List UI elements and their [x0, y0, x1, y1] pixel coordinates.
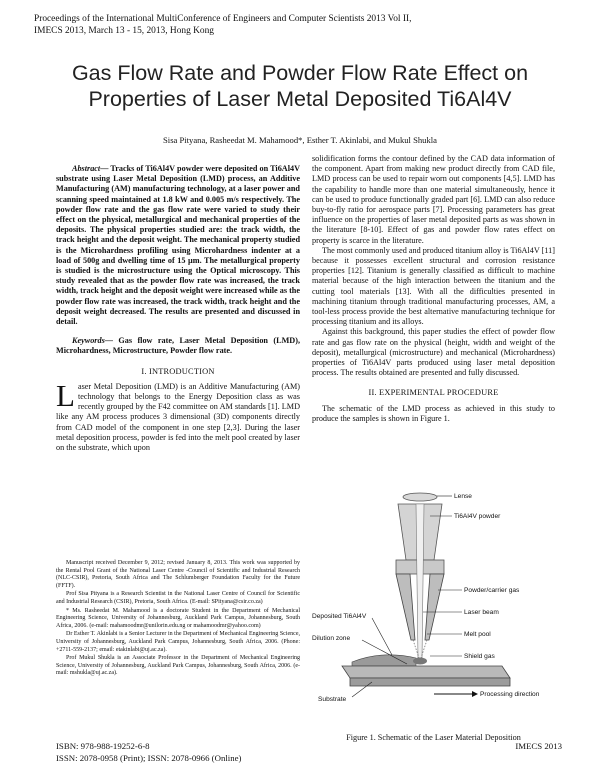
title-line-1: Gas Flow Rate and Powder Flow Rate Effect on — [71, 61, 529, 85]
body-paragraph-2: The most commonly used and produced titanium alloy is Ti6Al4V [11] because it possesses excellent structural and corrosion resistance properties [12]. Titanium is generally classified as difficult to machine material because of the high interaction between the titanium and the cutting tool materials [13]. With all the difficulties presented in machining titanium through traditional manufacturing processes, AM, a tool-less process provide the best alternative manufacturing technique for processing titanium and its alloys. — [312, 245, 555, 327]
nozzle-tip-left — [396, 574, 415, 640]
keywords — [56, 336, 300, 356]
intro-paragraph-text: aser Metal Deposition (LMD) is an Additive Manufacturing (AM) technology that belongs to the Energy Deposition class as was recently grouped by the F42 committee on AM standards [1]. LMD like any AM process produces 3 dimensional (3D) components directly from CAD model of the component in one step [2,3]. During the laser metal deposition process, powder is fed into the melt pool created by laser on the substrate, which upon — [56, 381, 300, 453]
footnote-author-2: * Ms. Rasheedat M. Mahamood is a doctorate Student in the Department of Mechanical Engineering Science, University of Johannesburg, Auckland Park Campus, Johannesburg, South Africa, 2006. (e-mail: mahamoodmr@unilorin.edu.ng or mahamoodmr@yahoo.com) — [56, 607, 300, 629]
direction-arrow-head — [472, 691, 478, 697]
substrate-side — [350, 678, 510, 686]
figure-caption: Figure 1. Schematic of the Laser Material Deposition — [346, 733, 521, 742]
label-substrate: Substrate — [318, 696, 347, 703]
footnote-author-1: Prof Sisa Pityana is a Research Scientist in the National Laser Centre of Council for Scientific and Industrial Research (CSIR), Pretoria, South Africa. (E-mail: SPityana@csir.co.za) — [56, 591, 300, 605]
laser-beam-shape — [416, 504, 424, 658]
keywords-lead: Keywords — [72, 336, 105, 346]
label-melt-pool: Melt pool — [464, 631, 491, 638]
lmd-schematic — [312, 490, 555, 720]
body-paragraph-3: Against this background, this paper studies the effect of powder flow rate and gas flow rate on the physical (height, width and weight of the deposit), metallurgical (microstructure) and mechanical (Microhardness) properties of Ti6Al4V parts produced using laser metal deposition process. The results obtained are presented and fully discussed. — [312, 327, 555, 378]
lens-shape — [403, 493, 437, 501]
deposited-track-shape — [352, 655, 416, 666]
abstract-text: — Tracks of Ti6Al4V powder were deposited on Ti6Al4V substrate using Laser Metal Deposition (LMD) process, an Additive Manufacturing (AM) manufacturing technology, at a laser power and scanning speed maintained at 1.8 kW and 0.005 m/s respectively. The powder flow rate and the gas flow rate were varied to study their effect on the physical, metallurgical and mechanical properties of the deposits. The physical properties studied are: the track width, the track height and the deposit weight. The mechanical property studied is the Microhardness profiling using Microhardness indenter at a load of 500g and dwelling time of 15 µm. The metallurgical property is studied is the microstructure using the Optical microscopy. This study revealed that as the powder flow rate was increased, the track width, track height and the deposit weight were increased while as the powder flow rate was increased, the track width, track height and the deposit weight decreased. The results are presented and discussed in detail. — [56, 164, 300, 327]
body-paragraph-4: The schematic of the LMD process as achieved in this study to produce the samples is shown in Figure 1. — [312, 403, 555, 423]
header-line-2: IMECS 2013, March 13 - 15, 2013, Hong Kong — [34, 26, 214, 37]
paper-title — [60, 60, 540, 112]
label-dilution-zone: Dilution zone — [312, 635, 351, 642]
header-line-1: Proceedings of the International MultiConference of Engineers and Computer Scientists 2013 Vol II, — [34, 14, 412, 24]
right-column — [312, 154, 555, 424]
author-list: Sisa Pityana, Rasheedat M. Mahamood*, Esther T. Akinlabi, and Mukul Shukla — [163, 135, 437, 145]
drop-cap: L — [56, 377, 75, 413]
melt-pool-shape — [413, 658, 427, 665]
footnotes — [56, 560, 300, 679]
label-powder: Ti6Al4V powder — [454, 513, 501, 520]
left-column — [56, 164, 300, 453]
running-header — [34, 13, 474, 38]
body-paragraph-1: solidification forms the contour defined by the CAD data information of the component. Apart from making new product directly from CAD file, LMD process can be used to repair worn out components [4,5]. LMD has the capability to handle more than one material simultaneously, hence it can be used to produce functionally graded part [6]. LMD can also reduce buy-to-fly ratio for aerospace parts [7]. Processing parameters has great influence on the properties of laser metal deposited parts as was shown in the literature [8-10]. Effect of gas and powder flow rates effect on property is scarce in the literature. — [312, 154, 555, 245]
label-lens: Lense — [454, 493, 472, 500]
footer-isbn: ISBN: 978-988-19252-6-8 — [56, 741, 150, 751]
label-laser-beam: Laser beam — [464, 609, 499, 616]
footnote-funding: Manuscript received December 9, 2012; revised January 8, 2013. This work was supported by the Rental Pool Grant of the National Laser Centre -Council of Scientific and Industrial Research (NLC-CSIR), Pretoria, South Africa and The Schlumberger Foundation Faculty for the Future (FFTF). — [56, 560, 300, 589]
abstract-lead: Abstract — [72, 164, 101, 173]
abstract — [56, 164, 300, 327]
footnote-author-4: Prof Mukul Shukla is an Associate Professor in the Department of Mechanical Engineering Science, University of Johannesburg, Auckland Park Campus, Johannesburg, South Africa, 2006. (e-mail: mshukla@uj.ac.za). — [56, 655, 300, 677]
substrate-shape — [342, 666, 510, 678]
nozzle-tip-right — [425, 574, 444, 640]
label-shield-gas: Shield gas — [464, 653, 495, 660]
title-line-2: Properties of Laser Metal Deposited Ti6Al4V — [88, 87, 512, 111]
section-heading-introduction: I. INTRODUCTION — [141, 366, 215, 376]
label-processing-direction: Processing direction — [480, 691, 540, 698]
intro-paragraph — [56, 377, 300, 453]
section-heading-experimental: II. EXPERIMENTAL PROCEDURE — [368, 388, 499, 398]
keywords-text: — Gas flow rate, Laser Metal Deposition (LMD), Microhardness, Microstructure, Powder flow rate. — [56, 336, 300, 356]
label-deposited: Deposited Ti6Al4V — [312, 613, 367, 620]
footer-conference: IMECS 2013 — [515, 741, 562, 751]
footer-identifiers — [56, 740, 241, 764]
footer-issn: ISSN: 2078-0958 (Print); ISSN: 2078-0966 (Online) — [56, 753, 242, 763]
figure-1 — [312, 490, 555, 720]
footnote-author-3: Dr Esther T. Akinlabi is a Senior Lecturer in the Department of Mechanical Engineering Science, University of Johannesburg, Auckland Park Campus, Johannesburg, South Africa, 2006. (Phone: +2711-559-2137; email: etakinlabi@uj.ac.za). — [56, 631, 300, 653]
label-carrier-gas: Powder/carrier gas — [464, 587, 520, 594]
